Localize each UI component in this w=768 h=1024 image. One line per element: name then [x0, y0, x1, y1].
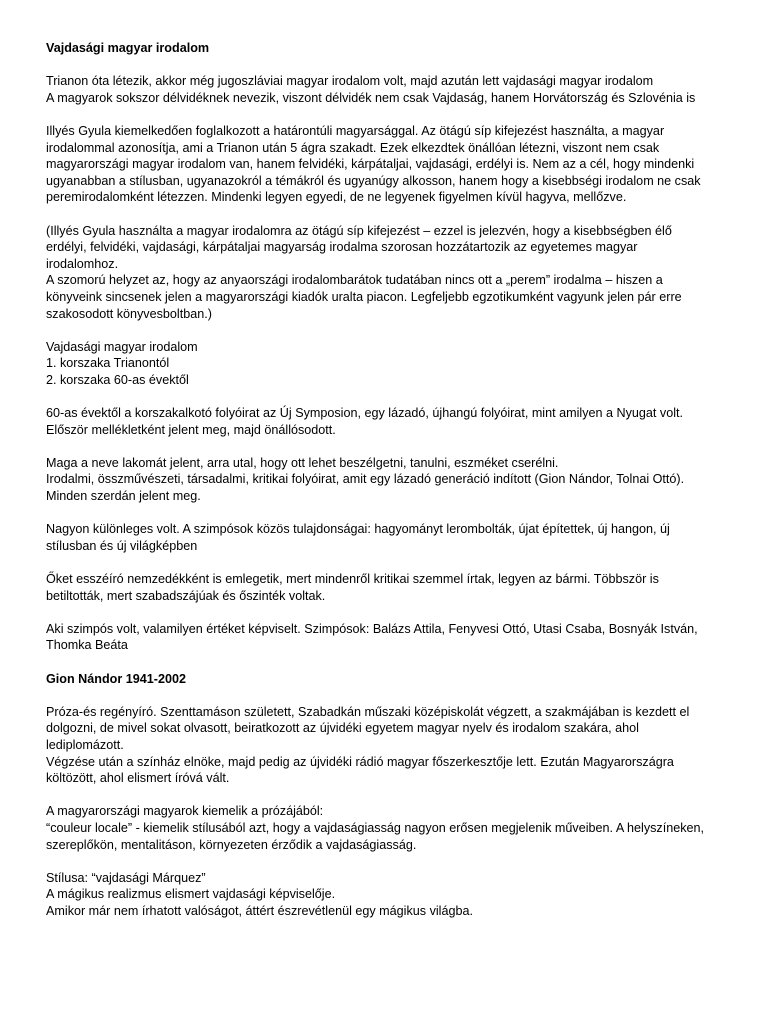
- paragraph: [46, 521, 736, 554]
- text-line: könyveink sincsenek jelen a magyarországi kiadók uralta piacon. Legfeljebb egzotikumként vagyunk jelen pár erre: [46, 289, 682, 304]
- text-line: irodalomhoz.: [46, 256, 119, 271]
- paragraph: [46, 223, 736, 323]
- text-line: Illyés Gyula kiemelkedően foglalkozott a határontúli magyarsággal. Az ötágú síp kifejezést használta, a magyar: [46, 123, 665, 138]
- text-line: szakosodott könyvesboltban.): [46, 306, 212, 321]
- paragraph: [46, 455, 736, 505]
- text-line: Stílusa: “vajdasági Márquez”: [46, 870, 206, 885]
- text-line: ugyanabban a stílusban, ugyanazokról a témákról és ugyanúgy alkosson, hanem hogy a kisebbségi irodalom ne csak: [46, 173, 701, 188]
- document-title: Vajdasági magyar irodalom: [46, 41, 210, 55]
- text-line: Thomka Beáta: [46, 638, 128, 653]
- text-line: A mágikus realizmus elismert vajdasági képviselője.: [46, 887, 336, 902]
- text-line: 60-as évektől a korszakalkotó folyóirat az Új Symposion, egy lázadó, újhangú folyóirat, mint amilyen a Nyugat volt.: [46, 406, 683, 421]
- text-line: 1. korszaka Trianontól: [46, 356, 170, 371]
- section-2-body: [46, 704, 736, 920]
- document-page: [46, 40, 736, 936]
- text-line: A magyarok sokszor délvidéknek nevezik, viszont délvidék nem csak Vajdaság, hanem Horvátország és Szlovénia is: [46, 90, 696, 105]
- text-line: Aki szimpós volt, valamilyen értéket képviselt. Szimpósok: Balázs Attila, Fenyvesi Ottó, Utasi Csaba, Bosnyák István,: [46, 621, 698, 636]
- paragraph: [46, 870, 736, 920]
- text-line: Őket esszéíró nemzedékként is emlegetik, mert mindenről kritikai szemmel írtak, legyen az bármi. Többször is: [46, 572, 659, 586]
- text-line: dolgozni, de mivel sokat olvasott, beiratkozott az újvidéki egyetem magyar nyelv és irodalom szakára, ahol: [46, 721, 639, 736]
- text-line: erdélyi, felvidéki, vajdasági, kárpátaljai magyarság irodalma szorosan hozzátartozik az egyetemes magyar: [46, 240, 638, 255]
- paragraph: [46, 123, 736, 206]
- text-line: Minden szerdán jelent meg.: [46, 489, 201, 504]
- paragraph: [46, 339, 736, 389]
- paragraph: [46, 571, 736, 604]
- text-line: (Illyés Gyula használta a magyar irodalomra az ötágú síp kifejezést – ezzel is jelezvén, hogy a kisebbségben élő: [46, 223, 672, 238]
- text-line: irodalommal azonosítja, ami a Trianon után 5 ágra szakadt. Ezek elkezdtek önállóan létezni, viszont nem csak: [46, 140, 660, 155]
- text-line: Maga a neve lakomát jelent, arra utal, hogy ott lehet beszélgetni, tanulni, eszméket cserélni.: [46, 455, 559, 470]
- text-line: Irodalmi, összművészeti, társadalmi, kritikai folyóirat, amit egy lázadó generáció indított (Gion Nándor, Tolnai Ottó).: [46, 472, 685, 487]
- text-line: Végzése után a színház elnöke, majd pedig az újvidéki rádió magyar főszerkesztője lett. Ezután Magyarországra: [46, 754, 674, 769]
- text-line: stílusban és új világképben: [46, 538, 198, 553]
- text-line: Vajdasági magyar irodalom: [46, 339, 198, 354]
- text-line: költözött, ahol elismert íróvá vált.: [46, 771, 230, 786]
- text-line: Nagyon különleges volt. A szimpósok közös tulajdonságai: hagyományt lerombolták, újat építettek, új hangon, új: [46, 522, 670, 537]
- text-line: 2. korszaka 60-as évektől: [46, 372, 189, 387]
- paragraph: [46, 73, 736, 106]
- paragraph: [46, 704, 736, 787]
- text-line: peremirodalomként létezzen. Mindenki legyen egyedi, de ne legyenek figyelmen kívül hagyva, mellőzve.: [46, 190, 627, 205]
- text-line: A magyarországi magyarok kiemelik a prózájából:: [46, 804, 324, 819]
- paragraph: [46, 621, 736, 654]
- text-line: lediplomázott.: [46, 737, 124, 752]
- text-line: szereplőkön, mentalitáson, környezeten érződik a vajdaságiasság.: [46, 837, 417, 852]
- text-line: A szomorú helyzet az, hogy az anyaországi irodalombarátok tudatában nincs ott a „perem” irodalma – hiszen a: [46, 273, 663, 288]
- paragraph: [46, 803, 736, 853]
- text-line: Amikor már nem írhatott valóságot, áttért észrevétlenül egy mágikus világba.: [46, 903, 473, 918]
- section-2-title: Gion Nándor 1941-2002: [46, 671, 186, 686]
- text-line: Próza-és regényíró. Szenttamáson született, Szabadkán műszaki középiskolát végzett, a szakmájában is kezdett el: [46, 704, 690, 719]
- text-line: magyarországi magyar irodalom van, hanem felvidéki, kárpátaljai, vajdasági, erdélyi is. Nem az a cél, hogy mindenki: [46, 157, 695, 172]
- text-line: Trianon óta létezik, akkor még jugoszláviai magyar irodalom volt, majd azután lett vajdasági magyar irodalom: [46, 74, 654, 89]
- paragraph: [46, 405, 736, 438]
- text-line: Először mellékletként jelent meg, majd önállósodott.: [46, 422, 336, 437]
- section-1-body: [46, 73, 736, 654]
- text-line: betiltották, mert szabadszájúak és őszinték voltak.: [46, 588, 326, 603]
- text-line: “couleur locale” - kiemelik stílusából azt, hogy a vajdaságiasság nagyon erősen megjelenik műveiben. A helyszíneken,: [46, 820, 705, 835]
